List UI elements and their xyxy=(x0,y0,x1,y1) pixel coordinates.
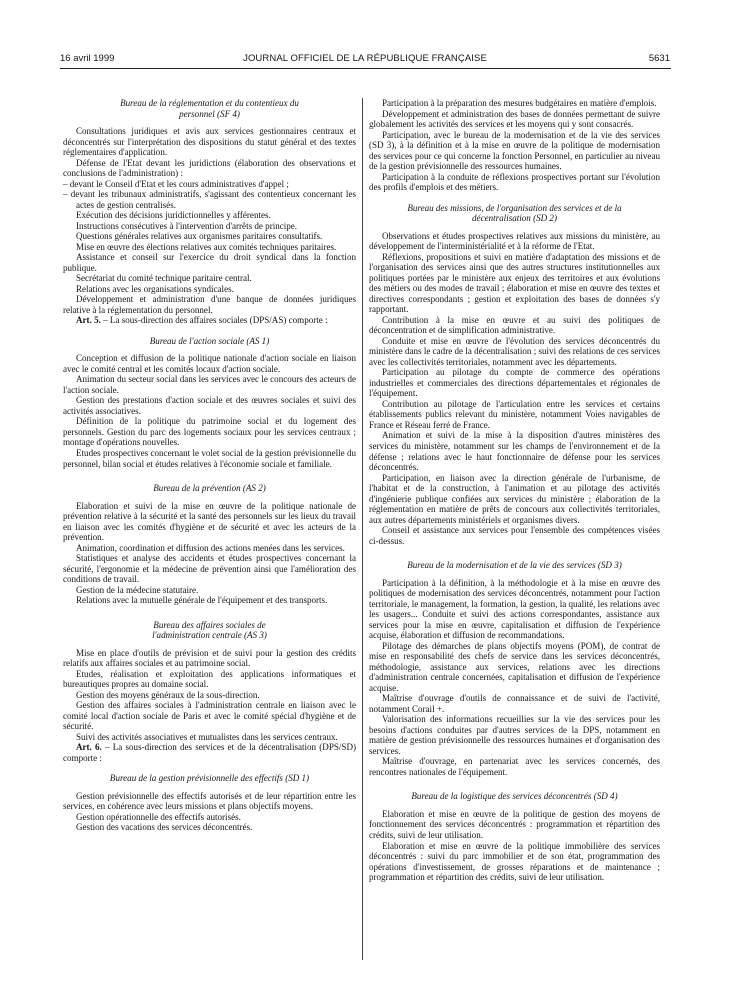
paragraph: Gestion des prestations d'action sociale et des œuvres sociales et suivi des activités associatives. xyxy=(63,395,356,416)
paragraph: Etudes prospectives concernant le volet social de la gestion prévisionnelle du personnel, bilan social et études relatives à l'économie sociale et familiale. xyxy=(63,447,356,469)
paragraph: Contribution à la mise en œuvre et au suivi des politiques de déconcentration et de simplification administrative. xyxy=(369,314,660,336)
paragraph: Gestion opérationnelle des effectifs autorisés. xyxy=(76,811,241,822)
article-text: – La sous-direction des affaires sociales (DPS/AS) comporte : xyxy=(100,315,328,326)
paragraph: Exécution des décisions juridictionnelles y afférentes. xyxy=(76,210,271,221)
section-heading: Bureau de la modernisation et de la vie des services (SD 3) xyxy=(407,560,622,571)
paragraph: Gestion des vacations des services déconcentrés. xyxy=(76,822,253,833)
paragraph: Pilotage des démarches de plans objectifs moyens (POM), de contrat de mise en responsabilité des chefs de service dans les services déconcentrés, méthodologie, assistance aux services, relations avec les directions d'administration centrale concernées, capitalisation et diffusion de l'expérience acquise. xyxy=(369,640,660,693)
paragraph: Relations avec les organisations syndicales. xyxy=(76,283,234,294)
paragraph: Valorisation des informations recueillies sur la vie des services pour les besoins d'actions conduites par d'autres services de la DPS, notamment en matière de gestion prévisionnelle des ressources humaines et d'organisation des services. xyxy=(369,714,660,756)
paragraph: Elaboration et mise en œuvre de la politique immobilière des services déconcentrés : suivi du parc immobilier et de son état, programmation des opérations d'investissement, de grosses réparations et de maintenance ; programmation et répartition des crédits, suivi de leur utilisation. xyxy=(369,840,660,883)
paragraph: Statistiques et analyse des accidents et études prospectives concernant la sécurité, l'ergonomie et la médecine de prévention ainsi que l'amélioration des conditions de travail. xyxy=(63,553,356,585)
list-item: – devant les tribunaux administratifs, s'agissant des contentieux concernant les actes de gestion centralisés. xyxy=(63,189,356,210)
paragraph: Participation, en liaison avec la direction générale de l'urbanisme, de l'habitat et de la construction, à l'animation et au pilotage des activités d'ingénierie publique confiées aux services du ministère ; élaboration de la réglementation en matière de prêts de concours aux collectivités territoriales, aux autres départements ministériels et organismes divers. xyxy=(369,472,660,525)
paragraph: Gestion des moyens généraux de la sous-direction. xyxy=(76,689,260,700)
paragraph: Développement et administration des bases de données permettant de suivre globalement les activités des services et les moyens qui y sont consacrés. xyxy=(369,108,660,130)
article-label: Art. 5. xyxy=(76,315,101,326)
section-heading: Bureau de la prévention (AS 2) xyxy=(153,483,266,494)
paragraph: Assistance et conseil sur l'exercice du droit syndical dans la fonction publique. xyxy=(63,252,356,273)
paragraph: Maîtrise d'ouvrage, en partenariat avec les services concernés, des rencontres nationales de l'équipement. xyxy=(369,756,660,777)
header-rule xyxy=(60,68,671,69)
section-heading: Bureau de la logistique des services déconcentrés (SD 4) xyxy=(411,791,618,802)
paragraph: Mise en place d'outils de prévision et de suivi pour la gestion des crédits relatifs aux affaires sociales et au patrimoine social. xyxy=(63,647,356,669)
section-heading: Bureau de la réglementation et du contentieux du personnel (SF 4) xyxy=(120,98,299,119)
paragraph: Définition de la politique du patrimoine social et du logement des personnels. Gestion du parc des logements sociaux pour les services centraux ; montage d'opérations nouvelles. xyxy=(63,416,356,448)
paragraph: Observations et études prospectives relatives aux missions du ministère, au développement de l'interministérialité et à la réforme de l'Etat. xyxy=(369,230,660,252)
paragraph: Animation et suivi de la mise à la disposition d'autres ministères des services du ministère, notamment sur les champs de l'environnement et de la défense ; relations avec le haut fonctionnaire de défense pour les services déconcentrés. xyxy=(369,430,660,473)
article-label: Art. 6. xyxy=(76,742,102,753)
paragraph: Conduite et mise en œuvre de l'évolution des services déconcentrés du ministère dans le cadre de la décentralisation ; suivi des relations de ces services avec les collectivités territoriales, notamment avec les départements. xyxy=(369,335,660,367)
section-heading: Bureau de l'action sociale (AS 1) xyxy=(149,335,270,346)
left-column xyxy=(63,98,356,833)
section-heading: Bureau des missions, de l'organisation des services et de la décentralisation (SD 2) xyxy=(407,202,622,224)
paragraph: Gestion de la médecine statutaire. xyxy=(76,584,199,595)
paragraph: Participation au pilotage du compte de commerce des opérations industrielles et commerciales des directions départementales et régionales de l'équipement. xyxy=(369,367,660,399)
paragraph: Relations avec la mutuelle générale de l'équipement et des transports. xyxy=(76,595,328,606)
paragraph: Animation, coordination et diffusion des actions menées dans les services. xyxy=(76,542,345,553)
paragraph: Gestion prévisionnelle des effectifs autorisés et de leur répartition entre les services, en cohérence avec leurs missions et plans objectifs moyens. xyxy=(63,790,356,812)
paragraph: Elaboration et mise en œuvre de la politique de gestion des moyens de fonctionnement des services déconcentrés : programmation et répartition des crédits, suivi de leur utilisation. xyxy=(369,808,660,840)
paragraph: Animation du secteur social dans les services avec le concours des acteurs de l'action sociale. xyxy=(63,374,356,395)
section-heading: Bureau de la gestion prévisionnelle des effectifs (SD 1) xyxy=(109,773,310,784)
paragraph: Contribution au pilotage de l'articulation entre les services et certains établissements publics relevant du ministère, notamment Voies navigables de France et Réseau ferré de France. xyxy=(369,398,660,430)
paragraph: Etudes, réalisation et exploitation des applications informatiques et bureautiques propres au domaine social. xyxy=(63,668,356,690)
paragraph: Participation à la préparation des mesures budgétaires en matière d'emplois. xyxy=(382,98,657,108)
paragraph: Gestion des affaires sociales à l'administration centrale en liaison avec le comité local d'action sociale de Paris et avec le comité spécial d'hygiène et de sécurité. xyxy=(63,700,356,732)
paragraph: Secrétariat du comité technique paritaire central. xyxy=(76,273,252,284)
right-column xyxy=(369,98,660,883)
article-text: – La sous-direction des services et de la décentralisation (DPS/SD) comporte : xyxy=(63,742,356,763)
issue-date: 16 avril 1999 xyxy=(60,53,115,64)
paragraph: Maîtrise d'ouvrage d'outils de connaissance et de suivi de l'activité, notamment Corail +. xyxy=(369,693,660,714)
paragraph: Instructions consécutives à l'intervention d'arrêts de principe. xyxy=(76,220,298,231)
journal-title: JOURNAL OFFICIEL DE LA RÉPUBLIQUE FRANÇAISE xyxy=(243,53,487,64)
section-heading: Bureau des affaires sociales de l'administration centrale (AS 3) xyxy=(152,619,267,641)
list-item: – devant le Conseil d'Etat et les cours administratives d'appel ; xyxy=(63,178,289,189)
paragraph: Défense de l'Etat devant les juridictions (élaboration des observations et conclusions de l'administration) : xyxy=(63,157,356,179)
article-6 xyxy=(63,742,356,763)
paragraph: Suivi des activités associatives et mutualistes dans les services centraux. xyxy=(76,731,338,742)
paragraph: Développement et administration d'une banque de données juridiques relative à la réglementation du personnel. xyxy=(63,294,356,315)
paragraph: Conseil et assistance aux services pour l'ensemble des compétences visées ci-dessus. xyxy=(369,525,660,546)
paragraph: Conception et diffusion de la politique nationale d'action sociale en liaison avec le comité central et les comités locaux d'action sociale. xyxy=(63,353,356,374)
column-divider xyxy=(362,98,363,960)
paragraph: Mise en œuvre des élections relatives aux comités techniques paritaires. xyxy=(76,241,337,252)
article-5 xyxy=(63,315,356,326)
paragraph: Consultations juridiques et avis aux services gestionnaires centraux et déconcentrés sur l'interprétation des dispositions du statut général et des textes réglementaires d'application. xyxy=(63,126,356,158)
paragraph: Participation à la définition, à la méthodologie et à la mise en œuvre des politiques de modernisation des services déconcentrés, notamment pour l'action territoriale, le management, la formation, la gestion, la qualité, les relations avec les usagers... Conduite et suivi des actions correspondantes, assistance aux services pour la mise en œuvre, capitalisation et diffusion de l'expérience acquise, élaboration et diffusion de recommandations. xyxy=(369,577,660,641)
paragraph: Questions générales relatives aux organismes paritaires consultatifs. xyxy=(76,231,323,242)
paragraph: Réflexions, propositions et suivi en matière d'adaptation des missions et de l'organisation des services ainsi que des autres structures institutionnelles aux politiques portées par le ministère aux enjeux des territoires et aux évolutions des métiers ou des modes de travail ; élaboration et mise en œuvre des textes et directives correspondants ; gestion et exploitation des bases de données s'y rapportant. xyxy=(369,251,660,315)
paragraph: Participation à la conduite de réflexions prospectives portant sur l'évolution des profils d'emplois et des métiers. xyxy=(369,171,660,193)
paragraph: Elaboration et suivi de la mise en œuvre de la politique nationale de prévention relative à la sécurité et la santé des personnels sur les lieux du travail en liaison avec les comités d'hygiène et de sécurité et avec les acteurs de la prévention. xyxy=(63,500,356,543)
paragraph: Participation, avec le bureau de la modernisation et de la vie des services (SD 3), à la définition et à la mise en œuvre de la politique de modernisation des services pour ce qui concerne la fonction Personnel, en particulier au niveau de la gestion prévisionnelle des ressources humaines. xyxy=(369,129,660,172)
page-number: 5631 xyxy=(648,53,670,64)
